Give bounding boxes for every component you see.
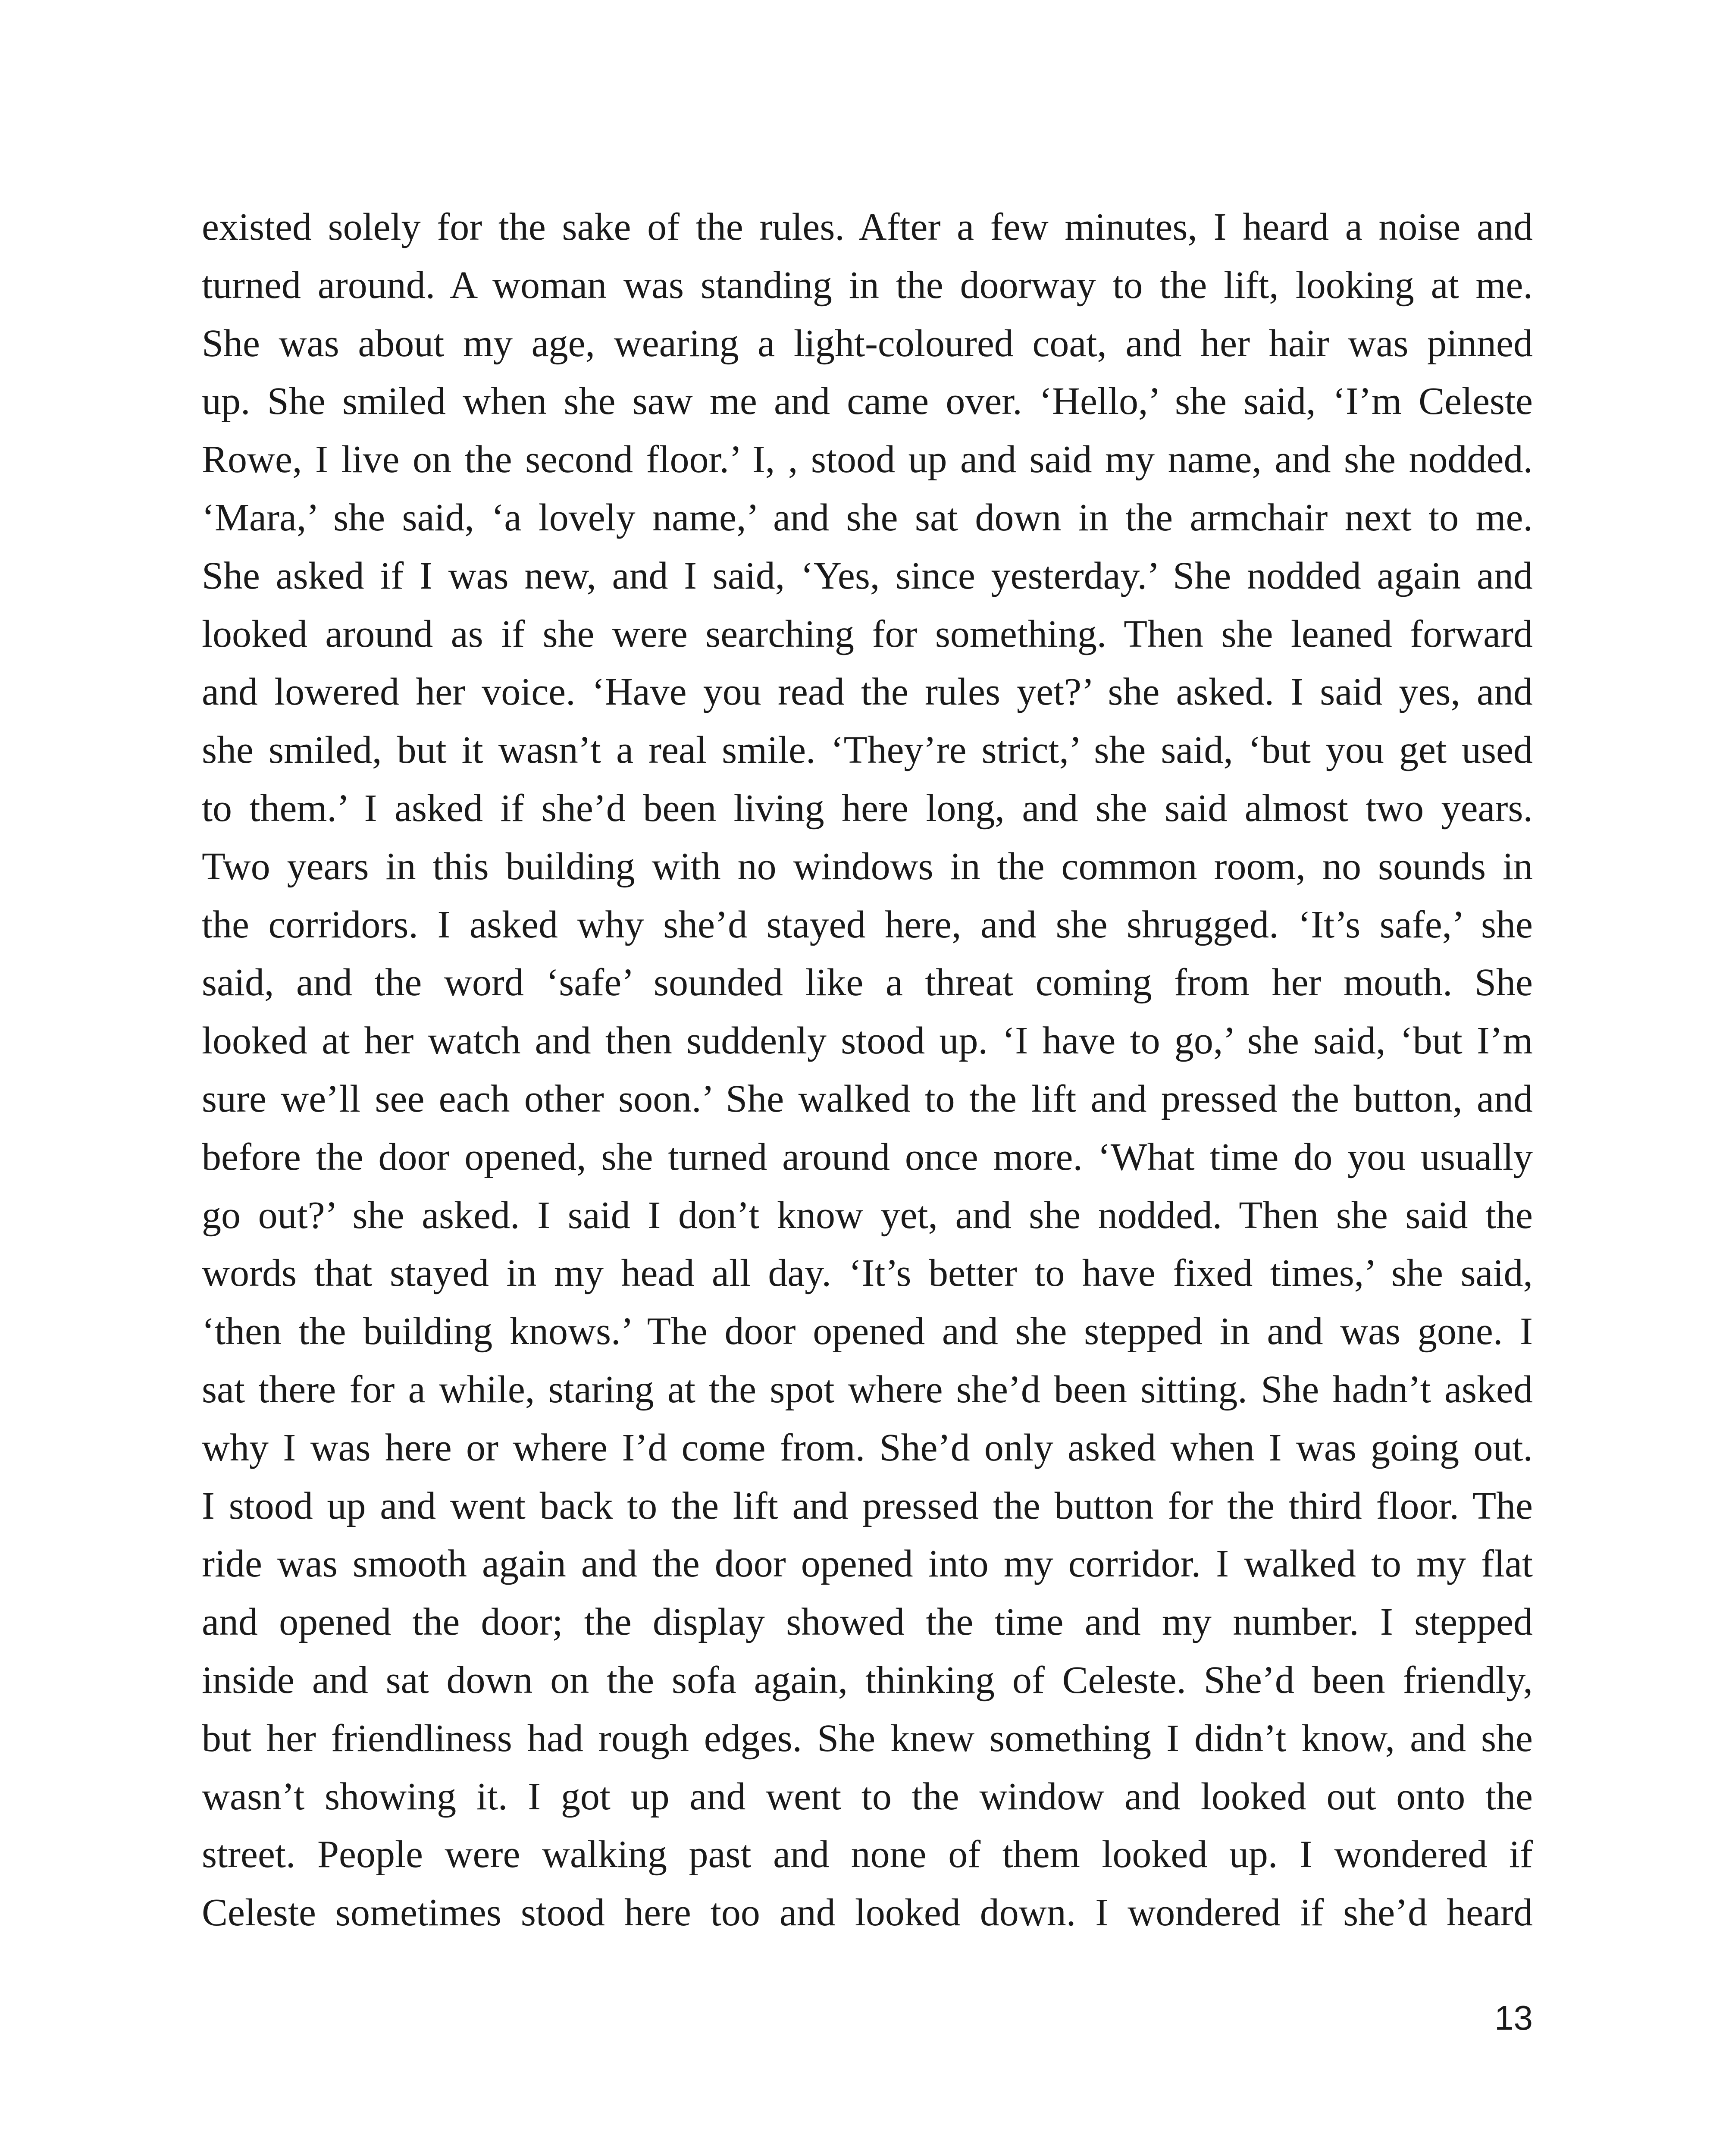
text-line: She was about my age, wearing a light-coloured coat, and her hair was pinned <box>202 322 1533 365</box>
text-line: but her friendliness had rough edges. She knew something I didn’t know, and she <box>202 1717 1533 1760</box>
text-line: ‘Mara,’ she said, ‘a lovely name,’ and she sat down in the armchair next to me. <box>202 496 1533 539</box>
text-line: Rowe, I live on the second floor.’ I, , stood up and said my name, and she nodded. <box>202 438 1533 481</box>
text-line: Two years in this building with no windows in the common room, no sounds in <box>202 845 1533 888</box>
text-line: She asked if I was new, and I said, ‘Yes, since yesterday.’ She nodded again and <box>202 554 1533 597</box>
text-line: said, and the word ‘safe’ sounded like a threat coming from her mouth. She <box>202 961 1533 1004</box>
text-line: why I was here or where I’d come from. She’d only asked when I was going out. <box>202 1426 1533 1469</box>
text-line: looked around as if she were searching for something. Then she leaned forward <box>202 612 1533 655</box>
text-line: ‘then the building knows.’ The door opened and she stepped in and was gone. I <box>202 1310 1533 1353</box>
body-text <box>202 198 1533 1942</box>
text-line: wasn’t showing it. I got up and went to the window and looked out onto the <box>202 1775 1533 1818</box>
text-line: and lowered her voice. ‘Have you read the rules yet?’ she asked. I said yes, and <box>202 671 1533 714</box>
text-line: sat there for a while, staring at the spot where she’d been sitting. She hadn’t asked <box>202 1368 1533 1411</box>
text-line: to them.’ I asked if she’d been living here long, and she said almost two years. <box>202 787 1533 830</box>
text-line: turned around. A woman was standing in the doorway to the lift, looking at me. <box>202 263 1533 307</box>
text-line: inside and sat down on the sofa again, thinking of Celeste. She’d been friendly, <box>202 1658 1533 1702</box>
text-line: before the door opened, she turned around once more. ‘What time do you usually <box>202 1135 1533 1178</box>
text-line: sure we’ll see each other soon.’ She walked to the lift and pressed the button, and <box>202 1077 1533 1120</box>
text-line: existed solely for the sake of the rules. After a few minutes, I heard a noise and <box>202 206 1533 248</box>
text-line: looked at her watch and then suddenly stood up. ‘I have to go,’ she said, ‘but I’m <box>202 1019 1533 1062</box>
text-line: she smiled, but it wasn’t a real smile. ‘They’re strict,’ she said, ‘but you get used <box>202 729 1533 772</box>
text-line: I stood up and went back to the lift and pressed the button for the third floor. The <box>202 1484 1533 1527</box>
text-line: the corridors. I asked why she’d stayed here, and she shrugged. ‘It’s safe,’ she <box>202 903 1533 946</box>
text-line: and opened the door; the display showed the time and my number. I stepped <box>202 1601 1533 1644</box>
page-number: 13 <box>1494 1999 1533 2037</box>
text-line: Celeste sometimes stood here too and looked down. I wondered if she’d heard <box>202 1891 1533 1934</box>
text-line: up. She smiled when she saw me and came over. ‘Hello,’ she said, ‘I’m Celeste <box>202 380 1533 423</box>
text-line: street. People were walking past and none of them looked up. I wondered if <box>202 1833 1533 1876</box>
text-line: ride was smooth again and the door opened into my corridor. I walked to my flat <box>202 1542 1533 1586</box>
text-line: go out?’ she asked. I said I don’t know yet, and she nodded. Then she said the <box>202 1194 1533 1237</box>
text-line: words that stayed in my head all day. ‘It’s better to have fixed times,’ she said, <box>202 1252 1533 1295</box>
